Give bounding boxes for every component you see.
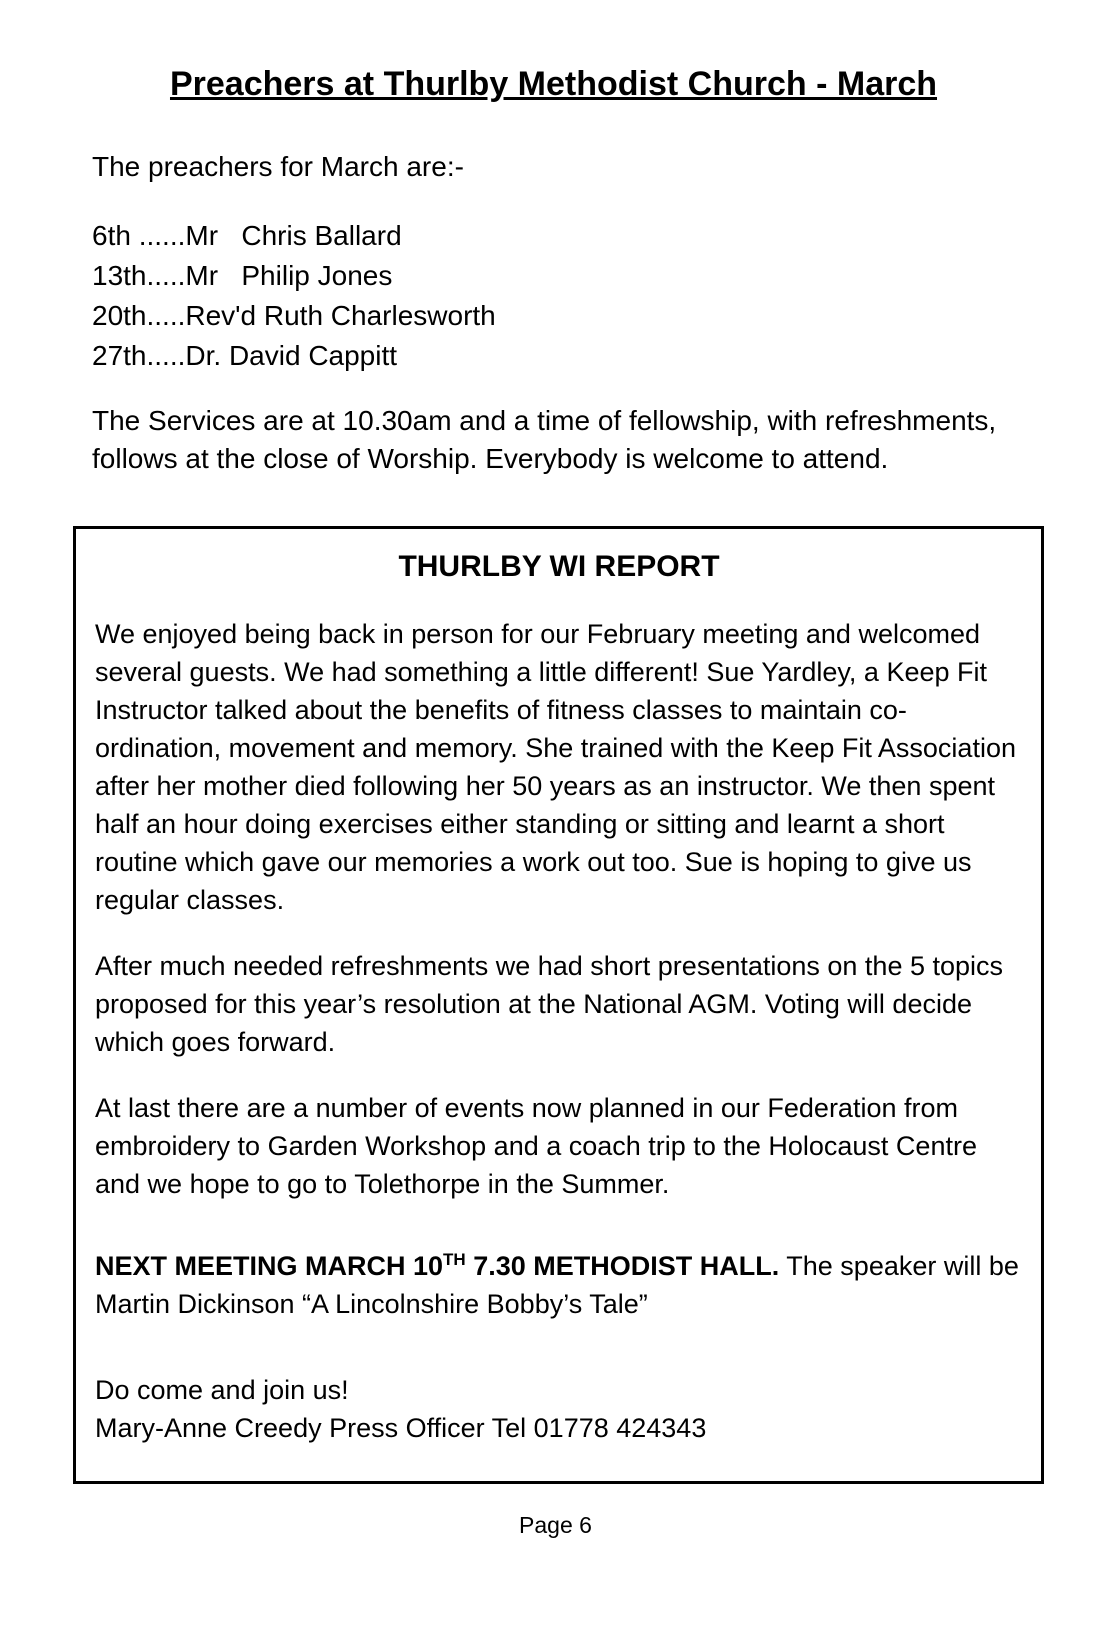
- wi-report-paragraph-2: After much needed refreshments we had short presentations on the 5 topics proposed for this year’s resolution at the National AGM. Voting will decide which goes forward.: [95, 951, 1004, 1057]
- wi-report-heading: THURLBY WI REPORT: [398, 550, 720, 583]
- page-title: Preachers at Thurlby Methodist Church - March: [169, 65, 938, 103]
- preacher-entry-13th: 13th.....Mr Philip Jones: [92, 260, 393, 291]
- next-meeting-bold-text: NEXT MEETING MARCH 10: [95, 1251, 444, 1281]
- next-meeting-speaker-text: The speaker will be Martin Dickinson “A Lincolnshire Bobby’s Tale”: [95, 1251, 1019, 1319]
- closing-invitation: Do come and join us!: [95, 1375, 349, 1405]
- preacher-entry-27th: 27th.....Dr. David Cappitt: [92, 340, 398, 371]
- next-meeting-ordinal-superscript: TH: [443, 1250, 466, 1269]
- next-meeting-bold-text-after: 7.30 METHODIST HALL.: [465, 1251, 780, 1281]
- preacher-list: [92, 216, 1015, 376]
- services-note: The Services are at 10.30am and a time of fellowship, with refreshments, follows at the close of Worship. Everybody is welcome to attend.: [92, 405, 997, 474]
- intro-line: The preachers for March are:-: [92, 151, 464, 182]
- next-meeting-bold: [95, 1251, 779, 1281]
- preacher-entry-6th: 6th ......Mr Chris Ballard: [92, 220, 402, 251]
- page-number: Page 6: [519, 1512, 592, 1538]
- wi-report-paragraph-1: We enjoyed being back in person for our February meeting and welcomed several guests. We had something a little different! Sue Yardley, a Keep Fit Instructor talked about the benefits of fitness classes to maintain co-ordination, movement and memory. She trained with the Keep Fit Association after her mother died following her 50 years as an instructor. We then spent half an hour doing exercises either standing or sitting and learnt a short routine which gave our memories a work out too. Sue is hoping to give us regular classes.: [95, 619, 1016, 915]
- preacher-entry-20th: 20th.....Rev'd Ruth Charlesworth: [92, 300, 496, 331]
- wi-report-box: [73, 526, 1044, 1484]
- press-officer-contact: Mary-Anne Creedy Press Officer Tel 01778 424343: [95, 1413, 707, 1443]
- page-content: [92, 62, 1015, 478]
- newsletter-page: [0, 62, 1111, 1540]
- wi-report-paragraph-3: At last there are a number of events now planned in our Federation from embroidery to Garden Workshop and a coach trip to the Holocaust Centre and we hope to go to Tolethorpe in the Summer.: [95, 1093, 977, 1199]
- next-meeting-line: [95, 1247, 1023, 1323]
- closing-lines: [95, 1371, 1023, 1447]
